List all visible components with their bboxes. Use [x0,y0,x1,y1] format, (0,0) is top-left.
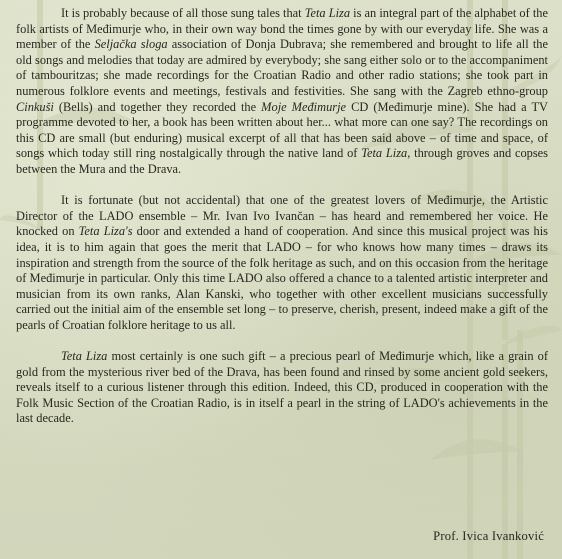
italic-title-run: Moje Međimurje [261,99,347,114]
italic-title-run: Teta Liza's [78,224,133,239]
paragraph-3 [16,349,548,427]
text-run: CD (Međimurje mine). She had a TV programme devoted to her, a book has been written about her... what more can one say? The recordings on this CD are small (but enduring) musical excerpt of all that has been said above – of time and space, of songs which today still ring nostalgically through the native land of [16,99,548,161]
text-run: most certainly is one such gift – a precious pearl of Međimurje which, like a grain of gold from the mysterious river bed of the Drava, has been found and rinsed by some ancient gold seekers, reveals itself to a curious listener through this edition. Indeed, this CD, produced in cooperation with the Folk Music Section of the Croatian Radio, is in itself a pearl in the string of LADO's achievements in the last decade. [16,349,548,426]
text-run: door and extended a hand of cooperation. And since this musical project was his idea, it is to him again that goes the merit that LADO – for who knows how many times – draws its inspiration and strength from the source of the folk heritage as such, and on this occasion from the heritage of Međimurje in particular. Only this time LADO also offered a chance to a talented artistic interpreter and musician from its own ranks, Alan Kanski, who together with other excellent musicians successfully carried out the initial aim of the ensemble set long – to preserve, cherish, present, indeed make a gift of the pearls of Croatian folklore heritage to us all. [16,224,549,332]
text-run: association of Donja Dubrava; she remembered and brought to life all the old songs and melodies that today are admired by everybody; she sang either solo or to the accompaniment of tambouritzas; she made recordings for the Croatian Radio and other radio stations; she took part in numerous folklore events and meetings, festivals and festivities. She sang with the Zagreb ethno-group [16,37,548,98]
italic-title-run: Teta Liza [361,146,408,161]
text-run: , through groves and copses between the Mura and the Drava. [16,146,548,176]
text-run: It is fortunate (but not accidental) that one of the greatest lovers of Međimurje, the Artistic Director of the LADO ensemble – Mr. Ivan Ivo Ivančan – has heard and remembered her voice. He knocked on [16,193,548,239]
text-run: (Bells) and together they recorded the [53,99,262,114]
italic-title-run: Teta Liza [61,349,108,364]
paragraph-1 [16,6,548,178]
italic-title-run: Teta Liza [304,6,351,20]
text-run: is an integral part of the alphabet of the folk artists of Međimurje who, in their own way bond the times gone by with our everyday life. She was a member of the [16,6,548,52]
author-signature: Prof. Ivica Ivanković [433,529,544,543]
body-text [16,6,548,443]
text-run: It is probably because of all those sung tales that [61,6,305,20]
italic-title-run: Seljačka sloga [94,37,168,52]
italic-title-run: Cinkuši [16,99,54,114]
paragraph-2 [16,193,548,333]
